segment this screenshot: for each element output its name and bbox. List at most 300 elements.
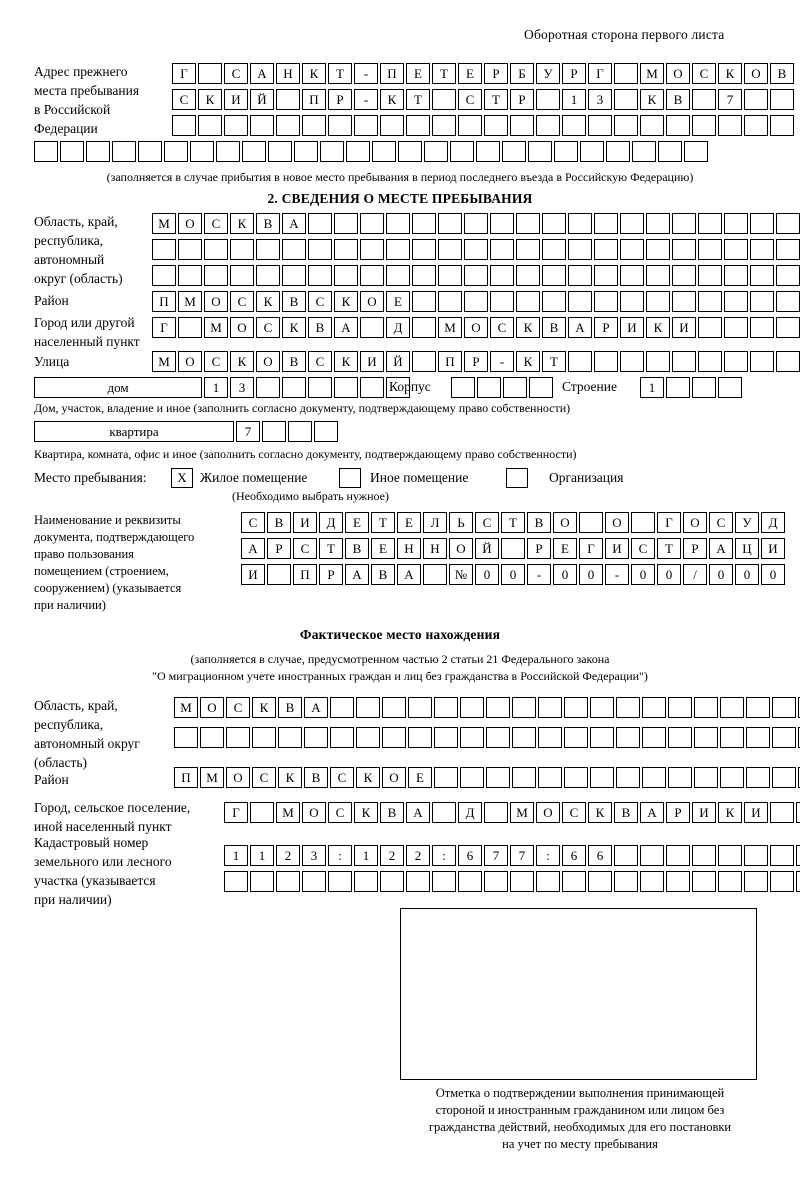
char-cell[interactable]: Т	[371, 512, 395, 533]
char-cell[interactable]	[718, 871, 742, 892]
char-cell[interactable]	[276, 115, 300, 136]
char-cell[interactable]	[503, 377, 527, 398]
stay-type-option-1-checkbox[interactable]	[339, 468, 361, 488]
char-cell[interactable]: А	[345, 564, 369, 585]
char-cell[interactable]: Р	[562, 63, 586, 84]
prev-address-row-3[interactable]	[172, 115, 796, 136]
char-cell[interactable]	[744, 871, 768, 892]
char-cell[interactable]: К	[334, 351, 358, 372]
char-cell[interactable]	[796, 871, 800, 892]
char-cell[interactable]: 0	[709, 564, 733, 585]
char-cell[interactable]	[666, 845, 690, 866]
char-cell[interactable]: Г	[588, 63, 612, 84]
char-cell[interactable]	[562, 871, 586, 892]
char-cell[interactable]	[776, 265, 800, 286]
char-cell[interactable]: С	[204, 213, 228, 234]
char-cell[interactable]: Р	[328, 89, 352, 110]
char-cell[interactable]: О	[256, 351, 280, 372]
char-cell[interactable]: В	[345, 538, 369, 559]
char-cell[interactable]	[698, 265, 722, 286]
char-cell[interactable]	[542, 265, 566, 286]
char-cell[interactable]	[314, 421, 338, 442]
char-cell[interactable]: В	[267, 512, 291, 533]
char-cell[interactable]: К	[588, 802, 612, 823]
char-cell[interactable]: В	[614, 802, 638, 823]
char-cell[interactable]	[594, 239, 618, 260]
char-cell[interactable]: Т	[657, 538, 681, 559]
char-cell[interactable]: С	[631, 538, 655, 559]
char-cell[interactable]	[380, 115, 404, 136]
char-cell[interactable]: 7	[510, 845, 534, 866]
char-cell[interactable]: В	[527, 512, 551, 533]
char-cell[interactable]: Д	[319, 512, 343, 533]
char-cell[interactable]	[152, 265, 176, 286]
char-cell[interactable]	[698, 239, 722, 260]
char-cell[interactable]	[464, 239, 488, 260]
char-cell[interactable]	[334, 377, 358, 398]
char-cell[interactable]	[423, 564, 447, 585]
char-cell[interactable]	[646, 265, 670, 286]
char-cell[interactable]	[536, 115, 560, 136]
char-cell[interactable]	[632, 141, 656, 162]
char-cell[interactable]	[516, 239, 540, 260]
char-cell[interactable]: Р	[319, 564, 343, 585]
stay-type-option-2-checkbox[interactable]	[506, 468, 528, 488]
char-cell[interactable]	[536, 871, 560, 892]
char-cell[interactable]: Т	[501, 512, 525, 533]
char-cell[interactable]: Е	[397, 512, 421, 533]
char-cell[interactable]	[178, 239, 202, 260]
char-cell[interactable]: К	[718, 802, 742, 823]
char-cell[interactable]: В	[304, 767, 328, 788]
char-cell[interactable]: Т	[319, 538, 343, 559]
char-cell[interactable]: 7	[236, 421, 260, 442]
char-cell[interactable]: 6	[588, 845, 612, 866]
char-cell[interactable]	[412, 265, 436, 286]
char-cell[interactable]	[692, 845, 716, 866]
char-cell[interactable]: К	[278, 767, 302, 788]
char-cell[interactable]: К	[640, 89, 664, 110]
char-cell[interactable]: :	[328, 845, 352, 866]
char-cell[interactable]	[538, 767, 562, 788]
char-cell[interactable]: О	[200, 697, 224, 718]
char-cell[interactable]	[720, 697, 744, 718]
char-cell[interactable]	[776, 239, 800, 260]
char-cell[interactable]	[568, 239, 592, 260]
char-cell[interactable]	[588, 871, 612, 892]
char-cell[interactable]: М	[178, 291, 202, 312]
char-cell[interactable]	[750, 291, 774, 312]
char-cell[interactable]	[408, 697, 432, 718]
char-cell[interactable]: М	[174, 697, 198, 718]
char-cell[interactable]	[164, 141, 188, 162]
char-cell[interactable]	[606, 141, 630, 162]
char-cell[interactable]	[672, 291, 696, 312]
char-cell[interactable]: Г	[579, 538, 603, 559]
s2-region-row-3[interactable]	[152, 265, 800, 286]
stroenie-cells[interactable]	[640, 377, 744, 398]
char-cell[interactable]	[174, 727, 198, 748]
char-cell[interactable]	[770, 845, 794, 866]
char-cell[interactable]	[666, 377, 690, 398]
char-cell[interactable]: В	[380, 802, 404, 823]
char-cell[interactable]	[528, 141, 552, 162]
doc-row-3[interactable]	[241, 564, 787, 585]
char-cell[interactable]: П	[293, 564, 317, 585]
char-cell[interactable]: О	[302, 802, 326, 823]
char-cell[interactable]	[542, 239, 566, 260]
char-cell[interactable]	[328, 115, 352, 136]
char-cell[interactable]	[178, 265, 202, 286]
char-cell[interactable]: 0	[657, 564, 681, 585]
char-cell[interactable]: 0	[631, 564, 655, 585]
char-cell[interactable]	[198, 63, 222, 84]
char-cell[interactable]	[458, 115, 482, 136]
char-cell[interactable]: 0	[501, 564, 525, 585]
char-cell[interactable]: М	[152, 213, 176, 234]
char-cell[interactable]	[698, 351, 722, 372]
char-cell[interactable]	[512, 697, 536, 718]
char-cell[interactable]	[744, 89, 768, 110]
char-cell[interactable]: 1	[354, 845, 378, 866]
s3-district-row[interactable]	[174, 767, 800, 788]
char-cell[interactable]	[658, 141, 682, 162]
char-cell[interactable]: М	[510, 802, 534, 823]
char-cell[interactable]: Г	[172, 63, 196, 84]
char-cell[interactable]: К	[646, 317, 670, 338]
char-cell[interactable]	[276, 89, 300, 110]
char-cell[interactable]: О	[178, 213, 202, 234]
char-cell[interactable]: Р	[683, 538, 707, 559]
house-number-cells[interactable]	[204, 377, 412, 398]
char-cell[interactable]: К	[302, 63, 326, 84]
char-cell[interactable]	[302, 871, 326, 892]
char-cell[interactable]: Д	[458, 802, 482, 823]
char-cell[interactable]	[750, 239, 774, 260]
char-cell[interactable]	[750, 213, 774, 234]
char-cell[interactable]	[776, 291, 800, 312]
char-cell[interactable]: С	[308, 291, 332, 312]
char-cell[interactable]: К	[256, 291, 280, 312]
char-cell[interactable]	[432, 802, 456, 823]
char-cell[interactable]	[746, 727, 770, 748]
char-cell[interactable]: 7	[484, 845, 508, 866]
char-cell[interactable]	[434, 767, 458, 788]
char-cell[interactable]: Д	[386, 317, 410, 338]
char-cell[interactable]: О	[553, 512, 577, 533]
char-cell[interactable]	[334, 265, 358, 286]
char-cell[interactable]: Ь	[449, 512, 473, 533]
char-cell[interactable]	[684, 141, 708, 162]
char-cell[interactable]	[694, 727, 718, 748]
char-cell[interactable]	[486, 697, 510, 718]
char-cell[interactable]	[580, 141, 604, 162]
char-cell[interactable]: О	[178, 351, 202, 372]
char-cell[interactable]	[579, 512, 603, 533]
char-cell[interactable]: -	[354, 89, 378, 110]
char-cell[interactable]	[138, 141, 162, 162]
char-cell[interactable]: 2	[276, 845, 300, 866]
char-cell[interactable]: А	[304, 697, 328, 718]
char-cell[interactable]	[698, 213, 722, 234]
char-cell[interactable]	[770, 89, 794, 110]
char-cell[interactable]	[568, 291, 592, 312]
char-cell[interactable]	[330, 697, 354, 718]
char-cell[interactable]: №	[449, 564, 473, 585]
char-cell[interactable]	[614, 871, 638, 892]
stamp-area[interactable]	[400, 908, 757, 1080]
char-cell[interactable]: А	[241, 538, 265, 559]
char-cell[interactable]: Е	[553, 538, 577, 559]
char-cell[interactable]	[294, 141, 318, 162]
char-cell[interactable]	[642, 727, 666, 748]
char-cell[interactable]	[720, 767, 744, 788]
char-cell[interactable]	[276, 871, 300, 892]
char-cell[interactable]: 1	[204, 377, 228, 398]
char-cell[interactable]: С	[252, 767, 276, 788]
char-cell[interactable]: П	[174, 767, 198, 788]
char-cell[interactable]	[564, 767, 588, 788]
char-cell[interactable]: С	[308, 351, 332, 372]
char-cell[interactable]	[698, 317, 722, 338]
char-cell[interactable]	[200, 727, 224, 748]
char-cell[interactable]	[486, 727, 510, 748]
char-cell[interactable]: У	[536, 63, 560, 84]
char-cell[interactable]: А	[709, 538, 733, 559]
char-cell[interactable]	[477, 377, 501, 398]
char-cell[interactable]	[718, 115, 742, 136]
char-cell[interactable]	[360, 377, 384, 398]
char-cell[interactable]	[594, 291, 618, 312]
char-cell[interactable]	[724, 291, 748, 312]
char-cell[interactable]	[512, 767, 536, 788]
char-cell[interactable]: О	[464, 317, 488, 338]
char-cell[interactable]: 1	[640, 377, 664, 398]
char-cell[interactable]	[614, 63, 638, 84]
char-cell[interactable]	[484, 871, 508, 892]
char-cell[interactable]	[432, 871, 456, 892]
char-cell[interactable]	[564, 697, 588, 718]
char-cell[interactable]	[288, 421, 312, 442]
char-cell[interactable]: 2	[380, 845, 404, 866]
char-cell[interactable]	[564, 727, 588, 748]
char-cell[interactable]: Й	[475, 538, 499, 559]
char-cell[interactable]	[646, 351, 670, 372]
char-cell[interactable]: М	[640, 63, 664, 84]
char-cell[interactable]: В	[371, 564, 395, 585]
char-cell[interactable]: К	[718, 63, 742, 84]
char-cell[interactable]: 6	[458, 845, 482, 866]
char-cell[interactable]: С	[709, 512, 733, 533]
char-cell[interactable]: К	[356, 767, 380, 788]
char-cell[interactable]	[750, 317, 774, 338]
char-cell[interactable]	[646, 213, 670, 234]
char-cell[interactable]: В	[542, 317, 566, 338]
char-cell[interactable]	[666, 871, 690, 892]
char-cell[interactable]	[282, 265, 306, 286]
char-cell[interactable]: О	[744, 63, 768, 84]
char-cell[interactable]: В	[308, 317, 332, 338]
char-cell[interactable]	[776, 213, 800, 234]
char-cell[interactable]	[382, 697, 406, 718]
char-cell[interactable]	[772, 767, 796, 788]
char-cell[interactable]	[620, 239, 644, 260]
char-cell[interactable]	[750, 351, 774, 372]
char-cell[interactable]	[451, 377, 475, 398]
char-cell[interactable]	[554, 141, 578, 162]
cadastral-row-2[interactable]	[224, 871, 800, 892]
char-cell[interactable]: Н	[397, 538, 421, 559]
char-cell[interactable]	[486, 767, 510, 788]
char-cell[interactable]: Т	[406, 89, 430, 110]
char-cell[interactable]	[770, 802, 794, 823]
s2-city-row[interactable]	[152, 317, 800, 338]
char-cell[interactable]: С	[458, 89, 482, 110]
char-cell[interactable]: Т	[432, 63, 456, 84]
char-cell[interactable]	[776, 351, 800, 372]
char-cell[interactable]: И	[605, 538, 629, 559]
char-cell[interactable]	[432, 115, 456, 136]
char-cell[interactable]	[250, 871, 274, 892]
char-cell[interactable]	[86, 141, 110, 162]
flat-cells[interactable]	[236, 421, 340, 442]
char-cell[interactable]	[620, 265, 644, 286]
char-cell[interactable]: Е	[386, 291, 410, 312]
s3-region-row-2[interactable]	[174, 727, 800, 748]
char-cell[interactable]	[278, 727, 302, 748]
char-cell[interactable]	[642, 767, 666, 788]
char-cell[interactable]: 6	[562, 845, 586, 866]
char-cell[interactable]	[204, 265, 228, 286]
char-cell[interactable]	[262, 421, 286, 442]
char-cell[interactable]: В	[256, 213, 280, 234]
char-cell[interactable]: С	[475, 512, 499, 533]
char-cell[interactable]	[640, 845, 664, 866]
char-cell[interactable]	[640, 871, 664, 892]
char-cell[interactable]: Р	[464, 351, 488, 372]
korpus-cells[interactable]	[451, 377, 555, 398]
char-cell[interactable]	[256, 239, 280, 260]
char-cell[interactable]: М	[152, 351, 176, 372]
char-cell[interactable]	[538, 727, 562, 748]
char-cell[interactable]: П	[438, 351, 462, 372]
char-cell[interactable]	[562, 115, 586, 136]
char-cell[interactable]	[490, 291, 514, 312]
char-cell[interactable]	[408, 727, 432, 748]
char-cell[interactable]: С	[692, 63, 716, 84]
char-cell[interactable]: С	[230, 291, 254, 312]
char-cell[interactable]	[458, 871, 482, 892]
char-cell[interactable]	[112, 141, 136, 162]
char-cell[interactable]	[490, 239, 514, 260]
char-cell[interactable]	[330, 727, 354, 748]
char-cell[interactable]: /	[683, 564, 707, 585]
char-cell[interactable]	[620, 291, 644, 312]
char-cell[interactable]	[386, 213, 410, 234]
char-cell[interactable]: Т	[542, 351, 566, 372]
char-cell[interactable]: К	[516, 317, 540, 338]
char-cell[interactable]: С	[562, 802, 586, 823]
char-cell[interactable]	[172, 115, 196, 136]
char-cell[interactable]: И	[672, 317, 696, 338]
char-cell[interactable]: А	[640, 802, 664, 823]
char-cell[interactable]	[724, 351, 748, 372]
char-cell[interactable]	[267, 564, 291, 585]
char-cell[interactable]	[668, 727, 692, 748]
char-cell[interactable]: Г	[224, 802, 248, 823]
char-cell[interactable]	[412, 317, 436, 338]
char-cell[interactable]: 7	[718, 89, 742, 110]
char-cell[interactable]: В	[666, 89, 690, 110]
prev-address-row-4[interactable]	[34, 141, 710, 162]
char-cell[interactable]	[536, 89, 560, 110]
char-cell[interactable]	[568, 265, 592, 286]
char-cell[interactable]: Р	[666, 802, 690, 823]
char-cell[interactable]	[438, 265, 462, 286]
char-cell[interactable]	[718, 845, 742, 866]
char-cell[interactable]: И	[692, 802, 716, 823]
char-cell[interactable]: С	[204, 351, 228, 372]
char-cell[interactable]: Е	[371, 538, 395, 559]
char-cell[interactable]	[692, 377, 716, 398]
char-cell[interactable]	[770, 871, 794, 892]
char-cell[interactable]: М	[438, 317, 462, 338]
char-cell[interactable]	[450, 141, 474, 162]
doc-row-1[interactable]	[241, 512, 787, 533]
char-cell[interactable]	[34, 141, 58, 162]
char-cell[interactable]: О	[226, 767, 250, 788]
char-cell[interactable]: :	[536, 845, 560, 866]
char-cell[interactable]	[464, 213, 488, 234]
char-cell[interactable]: Е	[458, 63, 482, 84]
char-cell[interactable]	[614, 115, 638, 136]
char-cell[interactable]	[692, 871, 716, 892]
char-cell[interactable]	[672, 351, 696, 372]
char-cell[interactable]	[434, 727, 458, 748]
char-cell[interactable]	[460, 697, 484, 718]
char-cell[interactable]: 0	[579, 564, 603, 585]
char-cell[interactable]: А	[568, 317, 592, 338]
char-cell[interactable]	[282, 377, 306, 398]
char-cell[interactable]	[382, 727, 406, 748]
char-cell[interactable]: -	[354, 63, 378, 84]
char-cell[interactable]: И	[620, 317, 644, 338]
char-cell[interactable]: Р	[527, 538, 551, 559]
char-cell[interactable]	[438, 239, 462, 260]
char-cell[interactable]	[568, 213, 592, 234]
char-cell[interactable]	[406, 115, 430, 136]
char-cell[interactable]	[718, 377, 742, 398]
char-cell[interactable]	[432, 89, 456, 110]
char-cell[interactable]	[320, 141, 344, 162]
char-cell[interactable]	[666, 115, 690, 136]
char-cell[interactable]: -	[490, 351, 514, 372]
char-cell[interactable]	[380, 871, 404, 892]
char-cell[interactable]: 0	[553, 564, 577, 585]
char-cell[interactable]: С	[224, 63, 248, 84]
char-cell[interactable]	[631, 512, 655, 533]
char-cell[interactable]	[542, 213, 566, 234]
char-cell[interactable]: 3	[302, 845, 326, 866]
char-cell[interactable]	[698, 291, 722, 312]
char-cell[interactable]	[360, 265, 384, 286]
char-cell[interactable]	[646, 239, 670, 260]
char-cell[interactable]	[642, 697, 666, 718]
char-cell[interactable]	[460, 727, 484, 748]
char-cell[interactable]	[694, 767, 718, 788]
char-cell[interactable]	[588, 115, 612, 136]
char-cell[interactable]: М	[200, 767, 224, 788]
